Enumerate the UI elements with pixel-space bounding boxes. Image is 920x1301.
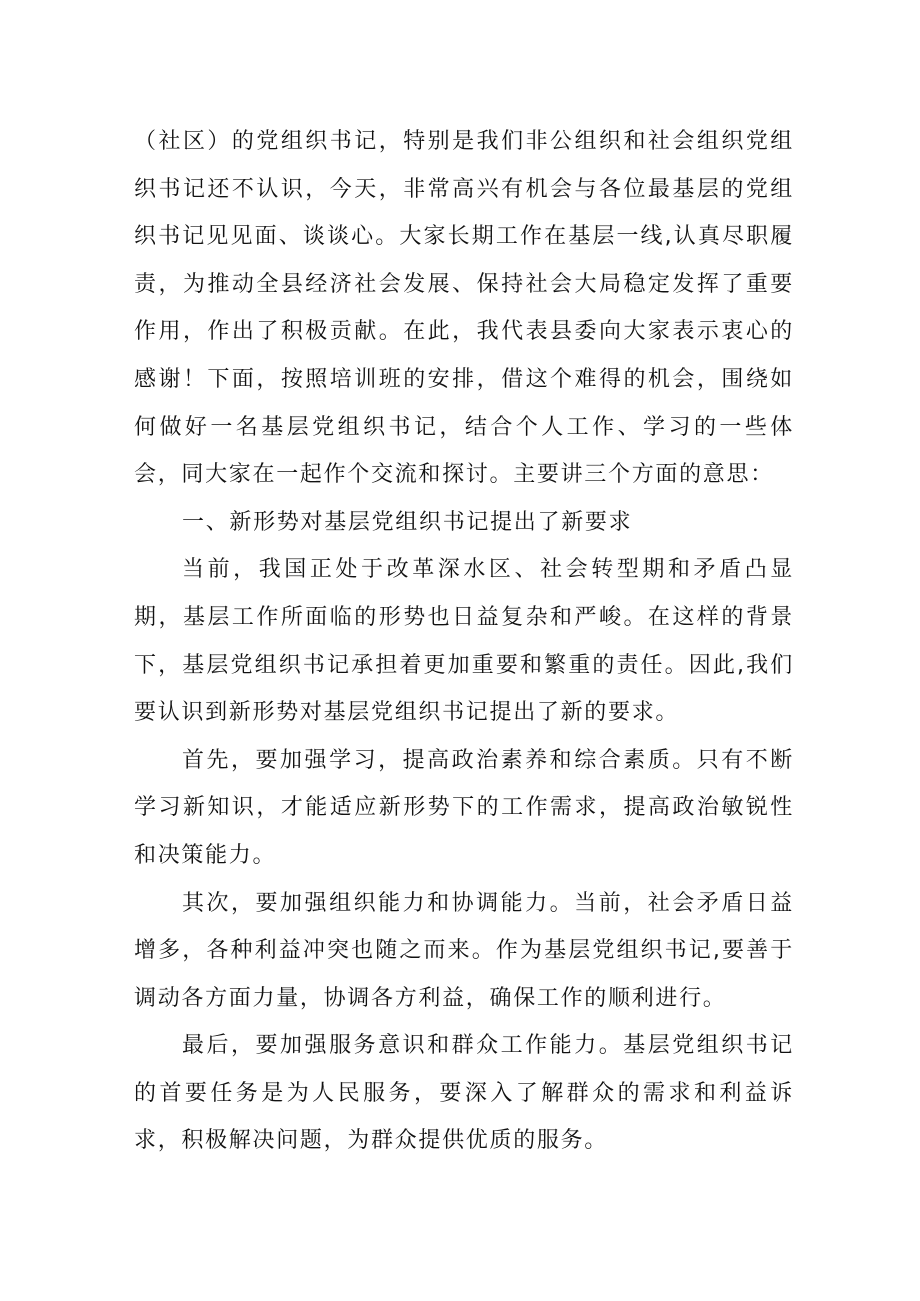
paragraph-last: 最后，要加强服务意识和群众工作能力。基层党组织书记的首要任务是为人民服务，要深入了解群众的需求和利益诉求，积极解决问题，为群众提供优质的服务。 <box>134 1033 794 1154</box>
paragraph-continuation: （社区）的党组织书记，特别是我们非公组织和社会组织党组织书记还不认识，今天，非常高兴有机会与各位最基层的党组织书记见见面、谈谈心。大家长期工作在基层一线,认真尽职履责，为推动全县经济社会发展、保持社会大局稳定发挥了重要作用，作出了积极贡献。在此，我代表县委向大家表示衷心的感谢！下面，按照培训班的安排，借这个难得的机会，围绕如何做好一名基层党组织书记，结合个人工作、学习的一些体会，同大家在一起作个交流和探讨。主要讲三个方面的意思： <box>134 129 794 488</box>
paragraph-current-situation: 当前，我国正处于改革深水区、社会转型期和矛盾凸显期，基层工作所面临的形势也日益复杂和严峻。在这样的背景下，基层党组织书记承担着更加重要和繁重的责任。因此,我们要认识到新形势对基层党组织书记提出了新的要求。 <box>134 557 794 726</box>
section-heading: 一、新形势对基层党组织书记提出了新要求 <box>182 509 633 535</box>
paragraph-first: 首先，要加强学习，提高政治素养和综合素质。只有不断学习新知识，才能适应新形势下的工作需求，提高政治敏锐性和决策能力。 <box>134 747 794 868</box>
document-body <box>134 118 794 1165</box>
paragraph-second: 其次，要加强组织能力和协调能力。当前，社会矛盾日益增多，各种利益冲突也随之而来。作为基层党组织书记,要善于调动各方面力量，协调各方利益，确保工作的顺利进行。 <box>134 890 794 1011</box>
